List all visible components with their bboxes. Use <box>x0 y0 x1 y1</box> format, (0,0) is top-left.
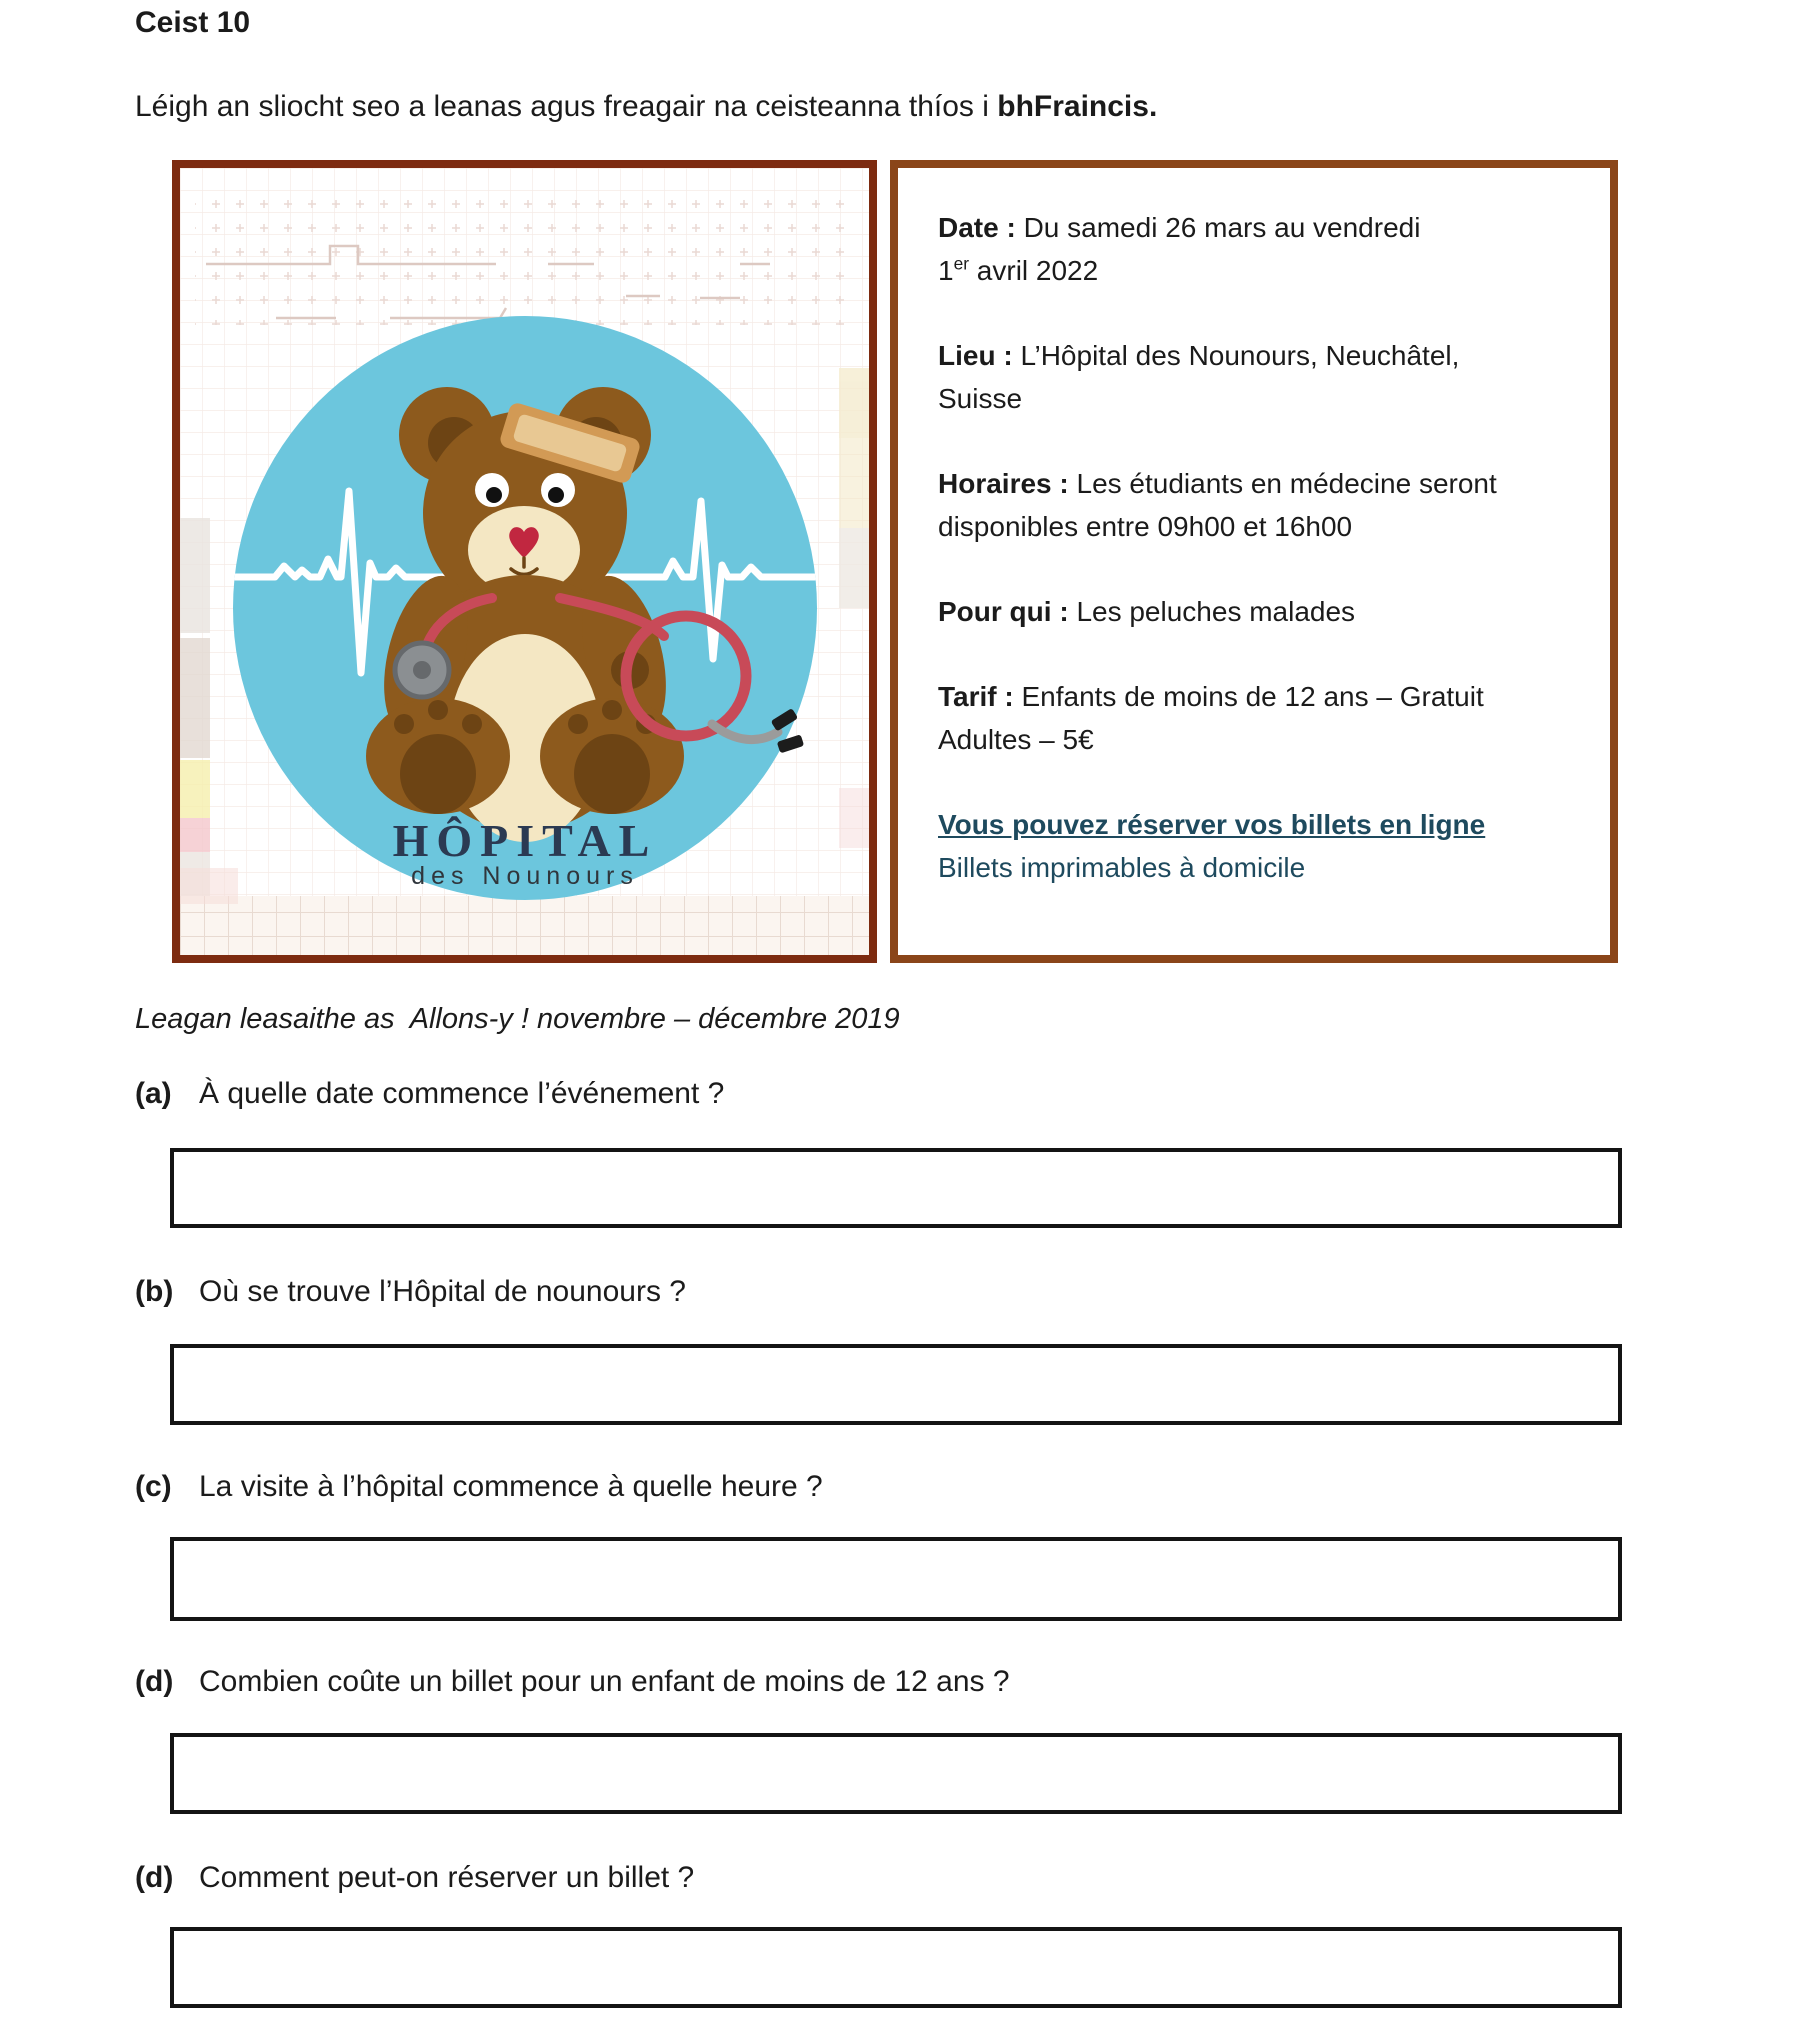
answer-box-a[interactable] <box>170 1148 1622 1228</box>
question-d1-label: (d) <box>135 1665 174 1698</box>
date-rest: avril 2022 <box>969 255 1099 286</box>
answer-box-b[interactable] <box>170 1344 1622 1425</box>
answer-box-c[interactable] <box>170 1537 1622 1621</box>
teddy-bear-poster <box>172 160 877 963</box>
instruction-text <box>135 90 1157 124</box>
source-caption: Leagan leasaithe as Allons-y ! novembre – décembre 2019 <box>135 1003 900 1035</box>
logo-subtitle: des Nounours <box>411 862 639 890</box>
background-plus-marks <box>195 190 855 325</box>
detail-horaires <box>938 462 1600 548</box>
question-b <box>135 1275 686 1309</box>
horaires-line1: Les étudiants en médecine seront <box>1076 468 1497 499</box>
horaires-label: Horaires : <box>938 468 1069 499</box>
question-a-text: À quelle date commence l’événement ? <box>199 1077 725 1110</box>
event-info-panel <box>890 160 1618 963</box>
logo-title: HÔPITAL <box>392 815 658 866</box>
horaires-line2: disponibles entre 09h00 et 16h00 <box>938 511 1353 542</box>
tarif-line1: Enfants de moins de 12 ans – Gratuit <box>1021 681 1484 712</box>
answer-box-d1[interactable] <box>170 1733 1622 1814</box>
question-d1-text: Combien coûte un billet pour un enfant de moins de 12 ans ? <box>199 1665 1010 1698</box>
question-c-label: (c) <box>135 1470 172 1503</box>
lieu-label: Lieu : <box>938 340 1013 371</box>
question-a-label: (a) <box>135 1077 172 1110</box>
date-day: 1 <box>938 255 954 286</box>
question-d2 <box>135 1861 694 1895</box>
lieu-line2: Suisse <box>938 383 1023 414</box>
date-line1: Du samedi 26 mars au vendredi <box>1023 212 1421 243</box>
tarif-line2: Adultes – 5€ <box>938 724 1094 755</box>
question-d1 <box>135 1665 1010 1699</box>
bottom-band-grid <box>180 896 869 955</box>
answer-box-d2[interactable] <box>170 1927 1622 2008</box>
tarif-label: Tarif : <box>938 681 1014 712</box>
booking-link[interactable]: Vous pouvez réserver vos billets en ligne <box>938 809 1486 840</box>
date-superscript: er <box>953 253 970 274</box>
pink-patch <box>180 868 238 904</box>
question-a <box>135 1077 724 1111</box>
instruction-normal: Léigh an sliocht seo a leanas agus freagair na ceisteanna thíos i <box>135 90 998 123</box>
detail-lieu <box>938 334 1600 420</box>
booking-sub-text: Billets imprimables à domicile <box>938 852 1306 883</box>
detail-pourqui <box>938 590 1600 633</box>
question-c-text: La visite à l’hôpital commence à quelle heure ? <box>199 1470 823 1503</box>
question-number-heading: Ceist 10 <box>135 6 251 39</box>
question-b-label: (b) <box>135 1275 174 1308</box>
question-d2-label: (d) <box>135 1861 174 1894</box>
teddy-bear-illustration <box>180 168 869 955</box>
question-d2-text: Comment peut-on réserver un billet ? <box>199 1861 695 1894</box>
pourqui-text: Les peluches malades <box>1076 596 1356 627</box>
instruction-bold: bhFraincis. <box>997 90 1158 123</box>
detail-date <box>938 206 1600 292</box>
date-label: Date : <box>938 212 1016 243</box>
detail-tarif <box>938 675 1600 761</box>
question-c <box>135 1470 823 1504</box>
question-b-text: Où se trouve l’Hôpital de nounours ? <box>199 1275 686 1308</box>
booking-info <box>938 803 1600 889</box>
pourqui-label: Pour qui : <box>938 596 1069 627</box>
lieu-line1: L’Hôpital des Nounours, Neuchâtel, <box>1020 340 1460 371</box>
